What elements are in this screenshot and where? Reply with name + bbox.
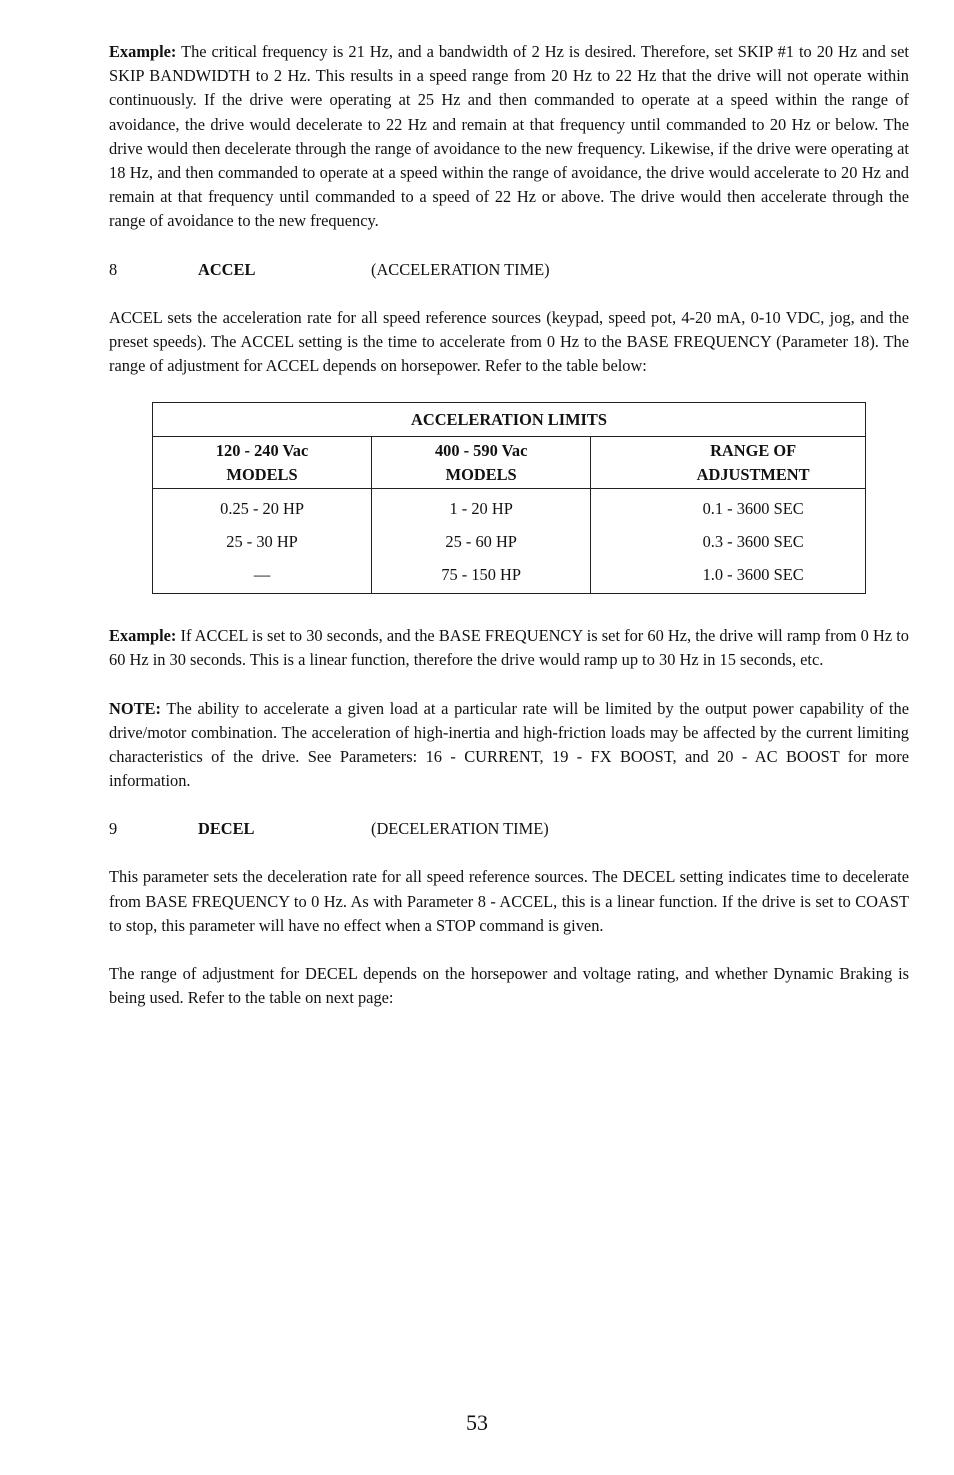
table-cell: 0.3 - 3600 SEC xyxy=(591,527,866,560)
decel-paragraph: This parameter sets the deceleration rate for all speed reference sources. The DECEL setting indicates time to decelerate from BASE FREQUENCY to 0 Hz. As with Parameter 8 - ACCEL, this is a linear function. If the drive is set to COAST to stop, this parameter will have no effect when a STOP command is given. xyxy=(109,867,909,935)
column-header-400-590: 400 - 590 Vac MODELS xyxy=(372,437,591,489)
table-cell: 75 - 150 HP xyxy=(372,560,591,594)
table-caption: ACCELERATION LIMITS xyxy=(153,403,866,437)
table-cell: 25 - 60 HP xyxy=(372,527,591,560)
decel-range-paragraph: The range of adjustment for DECEL depends on the horsepower and voltage rating, and whether Dynamic Braking is being used. Refer to the table on next page: xyxy=(109,964,909,1008)
column-header-range: RANGE OF ADJUSTMENT xyxy=(591,437,866,489)
accel-example-paragraph xyxy=(109,624,909,672)
acceleration-limits-table-wrap xyxy=(152,402,866,594)
page-content xyxy=(109,40,909,1034)
parameter-name: ACCEL xyxy=(198,259,256,279)
parameter-number: 9 xyxy=(109,819,118,839)
table-cell: 1.0 - 3600 SEC xyxy=(591,560,866,594)
table-row xyxy=(153,489,866,528)
table-cell: 0.1 - 3600 SEC xyxy=(591,489,866,528)
page-number: 53 xyxy=(466,1410,488,1435)
example-label: Example: xyxy=(109,42,177,61)
parameter-description: (DECELERATION TIME) xyxy=(371,819,549,839)
table-cell: — xyxy=(153,560,372,594)
table-cell: 25 - 30 HP xyxy=(153,527,372,560)
note-paragraph xyxy=(109,697,909,794)
table-cell: 0.25 - 20 HP xyxy=(153,489,372,528)
acceleration-limits-table xyxy=(152,402,866,594)
note-label: NOTE: xyxy=(109,698,161,718)
parameter-name: DECEL xyxy=(198,819,255,839)
table-header-row xyxy=(153,437,866,489)
table-row xyxy=(153,527,866,560)
example-label: Example: xyxy=(109,626,177,646)
table-row xyxy=(153,560,866,594)
accel-paragraph: ACCEL sets the acceleration rate for all speed reference sources (keypad, speed pot, 4-20 mA, 0-10 VDC, jog, and the preset speeds). The ACCEL setting is the time to accelerate from 0 Hz to the BASE FREQUENCY (Parameter 18). The range of adjustment for ACCEL depends on horsepower. Refer to the table below: xyxy=(109,307,909,376)
example-text: If ACCEL is set to 30 seconds, and the BASE FREQUENCY is set for 60 Hz, the drive will ramp from 0 Hz to 60 Hz in 30 seconds. This is a linear function, therefore the drive would ramp up to 30 Hz in 15 seconds, etc. xyxy=(109,626,909,670)
table-cell: 1 - 20 HP xyxy=(372,489,591,528)
parameter-description: (ACCELERATION TIME) xyxy=(371,259,550,279)
parameter-heading-decel xyxy=(109,817,909,841)
example-text: The critical frequency is 21 Hz, and a bandwidth of 2 Hz is desired. Therefore, set SKIP #1 to 20 Hz and set SKIP BANDWIDTH to 2 Hz. This results in a speed range from 20 Hz to 22 Hz that the drive will not operate within continuously. If the drive were operating at 25 Hz and then commanded to operate at a speed within the range of avoidance, the drive would decelerate to 22 Hz and remain at that frequency until commanded to 20 Hz or below. The drive would then decelerate through the range of avoidance to the new frequency. Likewise, if the drive were operating at 18 Hz, and then commanded to operate at a speed within the range of avoidance, the drive would accelerate to 20 Hz and remain at that frequency until commanded to a speed of 22 Hz or above. The drive would then accelerate through the range of avoidance to the new frequency. xyxy=(109,42,909,231)
parameter-heading-accel xyxy=(109,258,909,282)
skip-example-paragraph xyxy=(109,40,909,234)
note-text: The ability to accelerate a given load at a particular rate will be limited by the output power capability of the drive/motor combination. The acceleration of high-inertia and high-friction loads may be affected by the current limiting characteristics of the drive. See Parameters: 16 - CURRENT, 19 - FX BOOST, and 20 - AC BOOST for more information. xyxy=(109,698,909,791)
column-header-120-240: 120 - 240 Vac MODELS xyxy=(153,437,372,489)
parameter-number: 8 xyxy=(109,259,118,279)
